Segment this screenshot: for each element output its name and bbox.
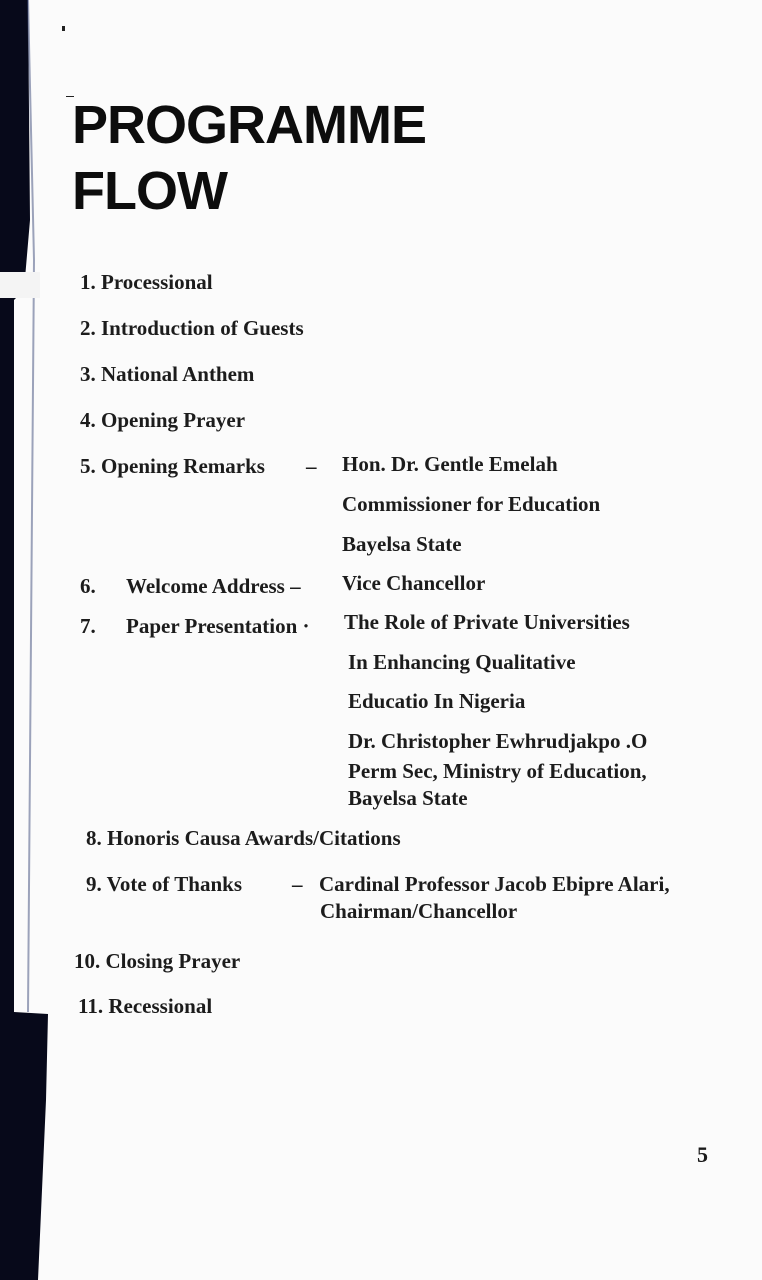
item-10: 10. Closing Prayer [74, 949, 241, 973]
item-5: 5. Opening Remarks [80, 454, 265, 478]
item-1: 1. Processional [80, 270, 213, 294]
item-7-detail: The Role of Private Universities [344, 610, 630, 634]
item-5-detail: Hon. Dr. Gentle Emelah [342, 452, 558, 476]
item-9-detail: Cardinal Professor Jacob Ebipre Alari, [319, 872, 670, 896]
item-7-detail: Perm Sec, Ministry of Education, [348, 759, 647, 783]
page-number: 5 [697, 1142, 708, 1167]
item-2: 2. Introduction of Guests [80, 316, 304, 340]
item-6-detail: Vice Chancellor [342, 571, 486, 595]
item-5-detail: Commissioner for Education [342, 492, 601, 516]
title-line-2: FLOW [72, 161, 227, 221]
item-5-detail: Bayelsa State [342, 532, 462, 556]
item-6: Welcome Address – [126, 574, 301, 598]
page-title [72, 92, 426, 224]
item-7-detail: Bayelsa State [348, 786, 468, 810]
item-5-dash: – [306, 454, 317, 478]
item-7-detail: In Enhancing Qualitative [348, 650, 576, 674]
item-8: 8. Honoris Causa Awards/Citations [86, 826, 401, 850]
title-line-1: PROGRAMME [72, 95, 426, 155]
item-9-detail: Chairman/Chancellor [320, 899, 518, 923]
item-3: 3. National Anthem [80, 362, 255, 386]
item-7-number: 7. [80, 614, 96, 638]
item-7-detail: Dr. Christopher Ewhrudjakpo .O [348, 729, 648, 753]
item-9: 9. Vote of Thanks [86, 872, 243, 896]
stray-mark [62, 26, 65, 31]
item-7: Paper Presentation · [126, 614, 310, 638]
item-6-number: 6. [80, 574, 96, 598]
item-7-detail: Educatio In Nigeria [348, 689, 526, 713]
item-9-dash: – [292, 872, 303, 896]
item-11: 11. Recessional [78, 994, 213, 1018]
item-4: 4. Opening Prayer [80, 408, 246, 432]
